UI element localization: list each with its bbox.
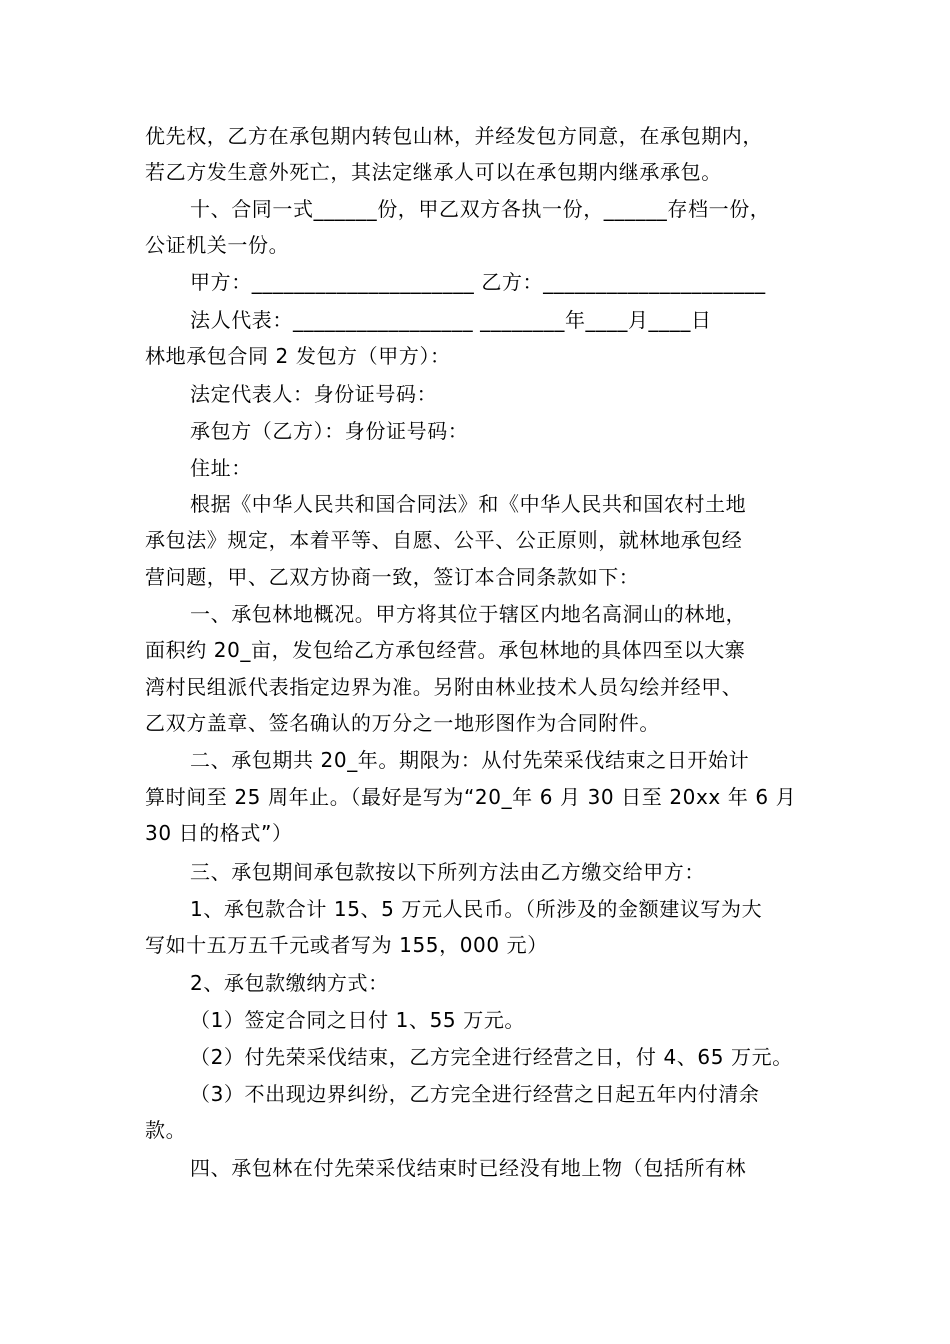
text-line: 湾村民组派代表指定边界为准。另附由林业技术人员勾绘并经甲、 — [145, 675, 743, 699]
text-line: 若乙方发生意外死亡，其法定继承人可以在承包期内继承承包。 — [145, 160, 722, 184]
text-line: （2）付先荣采伐结束，乙方完全进行经营之日，付 4、65 万元。 — [190, 1045, 793, 1069]
text-line: 2、承包款缴纳方式： — [190, 971, 389, 995]
text-line: 算时间至 25 周年止。（最好是写为“20_年 6 月 30 日至 20xx 年 6 月 — [145, 785, 797, 809]
text-line: （3）不出现边界纠纷，乙方完全进行经营之日起五年内付清余 — [190, 1082, 760, 1106]
text-line: 承包法》规定，本着平等、自愿、公平、公正原则，就林地承包经 — [145, 528, 743, 552]
text-line: 款。 — [145, 1118, 187, 1142]
text-line: 乙双方盖章、签名确认的万分之一地形图作为合同附件。 — [145, 711, 660, 735]
text-line: （1）签定合同之日付 1、55 万元。 — [190, 1008, 526, 1032]
contract-title-line: 林地承包合同 2 发包方（甲方）： — [145, 344, 451, 368]
text-line: 十、合同一式______份，甲乙双方各执一份，______存档一份， — [190, 197, 771, 221]
signature-line: 甲方：_____________________ 乙方：_____________________ — [190, 270, 766, 294]
text-line: 承包方（乙方）：身份证号码： — [190, 419, 469, 443]
text-line: 法定代表人：身份证号码： — [190, 382, 438, 406]
text-line: 面积约 20_亩，发包给乙方承包经营。承包林地的具体四至以大寨 — [145, 638, 746, 662]
text-line: 公证机关一份。 — [145, 233, 290, 257]
text-line: 30 日的格式”） — [145, 821, 293, 845]
text-line: 一、承包林地概况。甲方将其位于辖区内地名高洞山的林地， — [190, 602, 747, 626]
text-line: 根据《中华人民共和国合同法》和《中华人民共和国农村土地 — [190, 492, 747, 516]
text-line: 三、承包期间承包款按以下所列方法由乙方缴交给甲方： — [190, 860, 705, 884]
signature-date-line: 法人代表：_________________ ________年____月____日 — [190, 308, 712, 332]
text-line: 四、承包林在付先荣采伐结束时已经没有地上物（包括所有林 — [190, 1156, 747, 1180]
text-line: 住址： — [190, 456, 252, 480]
text-line: 写如十五万五千元或者写为 155，000 元） — [145, 933, 548, 957]
text-line: 营问题，甲、乙双方协商一致，签订本合同条款如下： — [145, 565, 640, 589]
text-line: 二、承包期共 20_年。期限为：从付先荣采伐结束之日开始计 — [190, 748, 750, 772]
text-line: 优先权，乙方在承包期内转包山林，并经发包方同意，在承包期内， — [145, 124, 763, 148]
text-line: 1、承包款合计 15、5 万元人民币。（所涉及的金额建议写为大 — [190, 897, 763, 921]
